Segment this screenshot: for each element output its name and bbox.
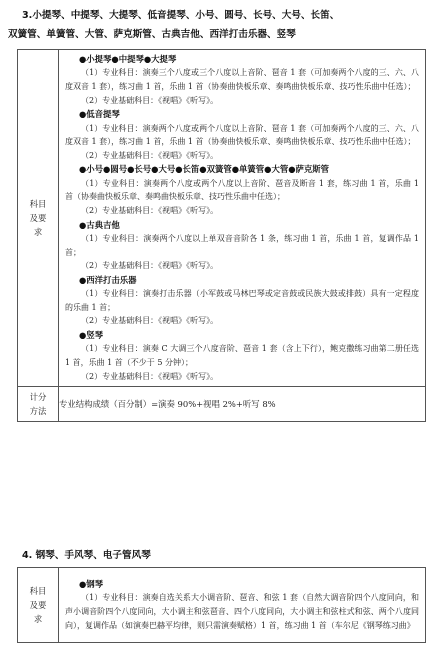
group-line: （2）专业基础科目：《视唱》《听写》。 bbox=[81, 261, 219, 271]
subjects-label-cell bbox=[18, 568, 59, 643]
group-line: （1）专业科目：演奏两个八度或两个八度以上音阶、琶音及断音 1 套，练习曲 1 首，乐曲 1 首（协奏曲快板乐章、奏鸣曲快板乐章、技巧性乐曲中任选）； bbox=[65, 178, 419, 202]
section-4-requirements-table bbox=[17, 567, 426, 643]
group-winds-brass bbox=[65, 162, 419, 217]
group-violin bbox=[65, 52, 419, 107]
subjects-label: 科目及要求 bbox=[29, 586, 47, 624]
subjects-row bbox=[18, 568, 426, 643]
group-piano bbox=[65, 577, 419, 632]
section-3-heading-line-2: 双簧管、单簧管、大管、萨克斯管、古典吉他、西洋打击乐器、竖琴 bbox=[8, 29, 296, 40]
section-3-requirements-table bbox=[17, 49, 426, 422]
section-3-heading bbox=[8, 6, 427, 44]
subjects-content-cell bbox=[59, 568, 426, 643]
group-line: （1）专业科目：演奏两个八度以上单双音音阶各 1 条，练习曲 1 首，乐曲 1 首，复调作品 1 首； bbox=[65, 233, 419, 257]
group-title: ●低音提琴 bbox=[79, 109, 120, 120]
group-line: （1）专业科目：演奏打击乐器（小军鼓或马林巴琴或定音鼓或民族大鼓或排鼓）具有一定程度的乐曲 1 首； bbox=[65, 289, 419, 312]
group-title: ●小号●圆号●长号●大号●长笛●双簧管●单簧管●大管●萨克斯管 bbox=[79, 164, 330, 175]
group-title: ●西洋打击乐器 bbox=[79, 274, 137, 285]
group-line: （2）专业基础科目：《视唱》《听写》。 bbox=[81, 95, 219, 105]
subjects-content-cell bbox=[59, 50, 426, 387]
subjects-row bbox=[18, 50, 426, 387]
group-line: （2）专业基础科目：《视唱》《听写》。 bbox=[81, 371, 219, 381]
group-harp bbox=[65, 328, 419, 383]
group-line: （1）专业科目：演奏自选关系大小调音阶、琶音、和弦 1 套（自然大调音阶四个八度同向，和声小调音阶四个八度同向，大小调主和弦琶音、四个八度同向，大小调主和弦柱式和弦、两个八度同向），复调作品（如演奏巴赫平均律，则只需演奏赋格）1 首，练习曲 1 首（车尔尼《钢琴练习曲》 bbox=[65, 593, 419, 630]
subjects-label: 科目及要求 bbox=[29, 199, 47, 238]
scoring-label-cell bbox=[18, 387, 59, 422]
group-line: （1）专业科目：演奏三个八度或三个八度以上音阶、琶音 1 套（可加奏两个八度的三、六、八度双音 1 套），练习曲 1 首，乐曲 1 首（协奏曲快板乐章、奏鸣曲快板乐章、技巧性乐曲中任选）； bbox=[65, 68, 419, 91]
scoring-label: 计分方法 bbox=[29, 392, 47, 417]
section-4-heading: 4. 钢琴、手风琴、电子管风琴 bbox=[22, 550, 151, 561]
group-title: ●古典吉他 bbox=[79, 219, 120, 230]
group-title: ●钢琴 bbox=[79, 578, 104, 589]
group-title: ●竖琴 bbox=[79, 329, 104, 340]
group-classical-guitar bbox=[65, 218, 419, 273]
group-line: （1）专业科目：演奏两个八度或两个八度以上音阶、琶音 1 套（可加奏两个八度的三、六、八度双音 1 套），练习曲 1 首，乐曲 1 首（协奏曲快板乐章、奏鸣曲快板乐章、技巧性乐曲中任选）； bbox=[65, 123, 419, 147]
group-line: （1）专业科目：演奏 C 大调三个八度音阶、琶音 1 套（含上下行），鲍克撒练习曲第二册任选 1 首，乐曲 1 首（不少于 5 分钟）； bbox=[65, 344, 419, 367]
group-line: （2）专业基础科目：《视唱》《听写》。 bbox=[81, 316, 219, 326]
section-3-heading-line-1: 3.小提琴、中提琴、大提琴、低音提琴、小号、圆号、长号、大号、长笛、 bbox=[22, 10, 340, 21]
scoring-text: 专业结构成绩（百分制）=演奏 90%+视唱 2%+听写 8% bbox=[59, 387, 426, 422]
group-line: （2）专业基础科目：《视唱》《听写》。 bbox=[81, 205, 219, 215]
group-line: （2）专业基础科目：《视唱》《听写》。 bbox=[81, 150, 219, 160]
group-double-bass bbox=[65, 107, 419, 162]
subjects-label-cell bbox=[18, 50, 59, 387]
group-percussion bbox=[65, 273, 419, 328]
scoring-row bbox=[18, 387, 426, 422]
group-title: ●小提琴●中提琴●大提琴 bbox=[79, 54, 177, 64]
